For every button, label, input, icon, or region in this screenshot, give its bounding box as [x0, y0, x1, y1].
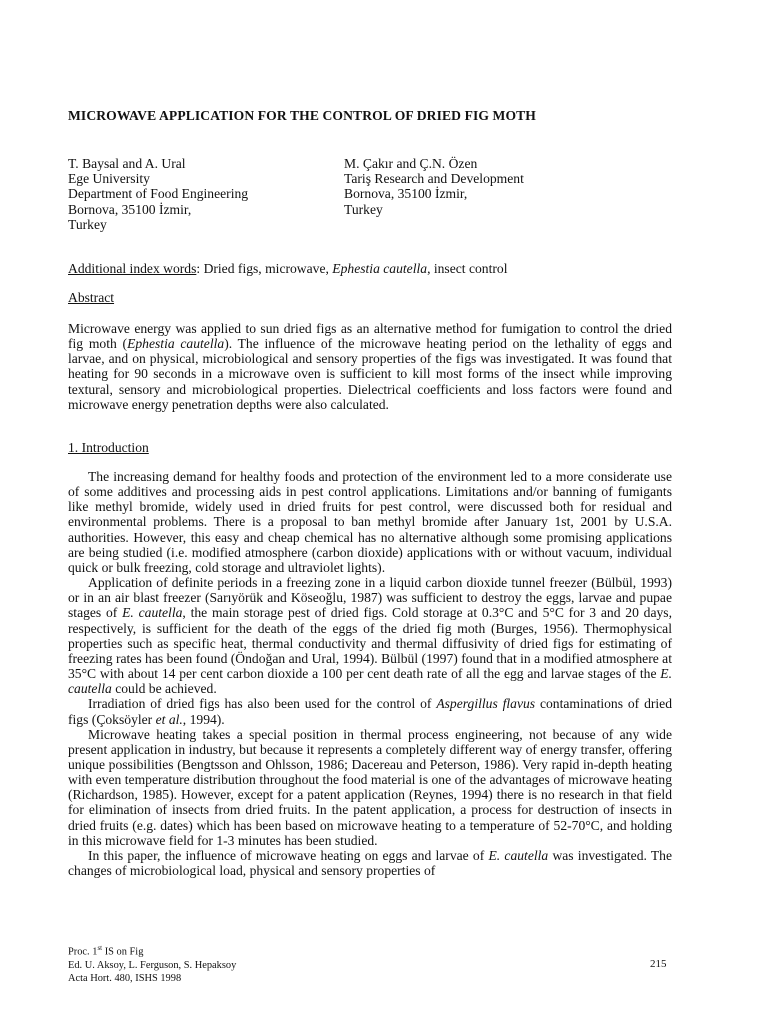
p5-text-b: was investigated. The changes of microbiological load, physical and sensory properties of	[68, 847, 672, 879]
footer-editors: Ed. U. Aksoy, L. Ferguson, S. Hepaksoy	[68, 959, 237, 971]
p5-text-a: In this paper, the influence of microwave heating on eggs and larvae of	[88, 847, 485, 863]
footer-proc-text: Proc. 1	[68, 946, 98, 958]
keywords-species: Ephestia cautella	[332, 261, 428, 276]
intro-paragraph-4: Microwave heating takes a special position in thermal process engineering, not because of any wide present application in industry, but because it represents a completely different way of energy transfer, offering unique possibilities (Bengtsson and Ohlsson, 1986; Dacereau and Peterson, 1986). Very rapid in-depth heating with even temperature distribution throughout the food material is one of the advantages of microwave heating (Richardson, 1985). However, except for a patent application (Reynes, 1994) there is no research in that field for elimination of insects from dried fruits. In the patent application, a process for destruction of insects in dried fruits (e.g. dates) which has been based on microwave heating to a temperature of 52-70°C, and holding in this microwave field for 1-3 minutes has been studied.	[68, 726, 672, 848]
abstract-species: Ephestia cautella	[127, 336, 225, 352]
footer-proc-sup: st	[97, 944, 103, 952]
page-number: 215	[650, 958, 667, 970]
affiliation-company: Tariş Research and Development	[344, 171, 524, 187]
authors-right	[344, 156, 524, 217]
affiliation-city-left: Bornova, 35100 İzmir,	[68, 201, 192, 217]
affiliation-city-right: Bornova, 35100 İzmir,	[344, 186, 468, 202]
p3-text-a: Irradiation of dried figs has also been used for the control of	[88, 696, 432, 712]
affiliation-department: Department of Food Engineering	[68, 186, 249, 202]
abstract-paragraph	[68, 321, 672, 412]
affiliation-university: Ege University	[68, 171, 150, 187]
intro-paragraph-5	[68, 848, 672, 878]
abstract-text-b: ). The influence of the microwave heating period on the lethality of eggs and larvae, and on physical, microbiological and sensory properties of the figs was investigated. It was found that heating for 90 seconds in a microwave oven is sufficient to kill most forms of the insect while improving textural, sensory and microbiological properties. Dielectrical coefficients and loss factors were found and microwave energy penetration depths were also calculated.	[68, 336, 672, 412]
p3-species: Aspergillus flavus	[436, 696, 536, 712]
footer-proc-text-end: IS on Fig	[102, 946, 144, 958]
affiliation-country-left: Turkey	[68, 216, 107, 232]
p5-species: E. cautella	[488, 847, 549, 863]
intro-paragraph-1: The increasing demand for healthy foods and protection of the environment led to a more considerate use of some additives and processing aids in pest control applications. Limitations and/or banning of fumigants like methyl bromide, widely used in dried fruits for pest control, were discussed both for residual and environmental problems. There is a proposal to ban methyl bromide after January 1st, 2001 by U.S.A. authorities. However, this easy and cheap chemical has no alternative although some promising applications are being studied (i.e. modified atmosphere (carbon dioxide) applications with or without vacuum, individual quick or bulk freezing, cold storage and ultraviolet lights).	[68, 469, 672, 575]
abstract-body	[68, 321, 672, 412]
p2-text-c: could be achieved.	[115, 681, 217, 697]
p3-text-b: contaminations of dried figs (Çoksöyler	[68, 696, 672, 727]
author-names-left: T. Baysal and A. Ural	[68, 156, 186, 171]
keywords-text: Dried figs, microwave,	[203, 261, 329, 276]
keywords-label: Additional index words	[68, 261, 197, 276]
p2-species-2: E. cautella	[68, 666, 672, 697]
footer-journal: Acta Hort. 480, ISHS 1998	[68, 973, 182, 985]
footer-citation	[68, 942, 236, 986]
abstract-heading: Abstract	[68, 290, 115, 305]
keywords-text-end: , insect control	[427, 261, 508, 276]
introduction-body	[68, 469, 672, 878]
p3-text-c: , 1994).	[182, 711, 225, 727]
p2-text-a: Application of definite periods in a freezing zone in a liquid carbon dioxide tunnel freezer (Bülbül, 1993) or in an air blast freezer (Sarıyörük and Köseoğlu, 1987) was sufficient to destroy the eggs, larvae and pupae stages of	[68, 575, 672, 621]
author-names-right: M. Çakır and Ç.N. Özen	[344, 156, 478, 171]
affiliation-country-right: Turkey	[344, 201, 383, 217]
p2-text-b: , the main storage pest of dried figs. Cold storage at 0.3°C and 5°C for 3 and 20 days, respectively, is sufficient for the death of the eggs of the dried fig moth (Burges, 1956). Thermophysical properties such as specific heat, thermal conductivity and thermal diffusivity of dried figs for estimating of freezing rates has been found (Öndoğan and Ural, 1994). Bülbül (1997) found that in a modified atmosphere at 35°C with about 14 per cent carbon dioxide a 100 per cent death rate of all the egg and larvae stages of the	[68, 605, 672, 682]
abstract-text-a: Microwave energy was applied to sun dried figs as an alternative method for fumigation to control the dried fig moth (	[68, 321, 672, 352]
introduction-heading: 1. Introduction	[68, 440, 149, 455]
keywords-line	[68, 261, 507, 277]
keywords-separator: :	[196, 261, 201, 276]
p3-et-al: et al.	[155, 711, 183, 727]
p2-species-1: E. cautella	[122, 605, 183, 621]
paper-title: MICROWAVE APPLICATION FOR THE CONTROL OF DRIED FIG MOTH	[68, 108, 536, 123]
authors-left	[68, 156, 248, 232]
footer-proceedings	[68, 942, 236, 959]
intro-paragraph-2	[68, 575, 672, 696]
intro-paragraph-3	[68, 696, 672, 726]
